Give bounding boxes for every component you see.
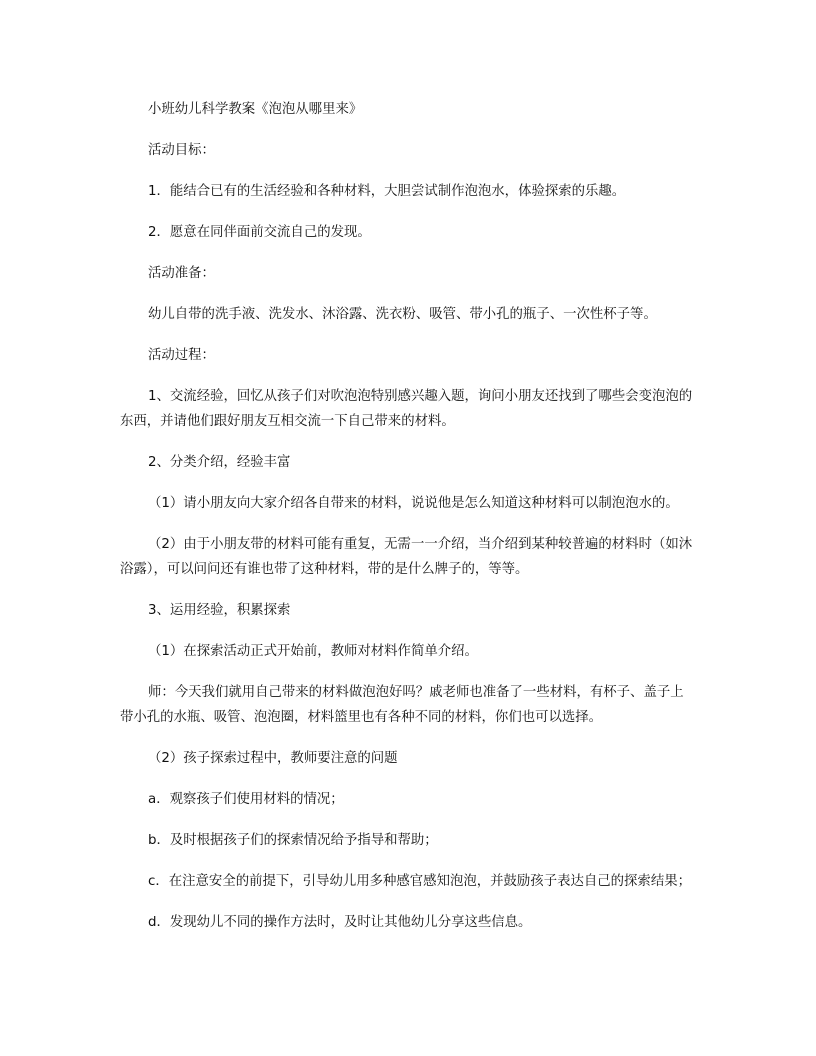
- process-step-1: 1、交流经验，回忆从孩子们对吹泡泡特别感兴趣入题，询问小朋友还找到了哪些会变泡泡的东西，并请他们跟好朋友互相交流一下自己带来的材料。: [120, 389, 693, 429]
- note-item-c: c．在注意安全的前提下，引导幼儿用多种感官感知泡泡，并鼓励孩子表达自己的探索结果；: [148, 874, 691, 889]
- note-item-d: d．发现幼儿不同的操作方法时，及时让其他幼儿分享这些信息。: [148, 915, 532, 930]
- note-item-b: b．及时根据孩子们的探索情况给予指导和帮助；: [148, 833, 438, 848]
- section-heading-goals: 活动目标：: [148, 143, 215, 158]
- process-step-2-item-2: （2）由于小朋友带的材料可能有重复，无需一一介绍，当介绍到某种较普遍的材料时（如沐浴露），可以问问还有谁也带了这种材料，带的是什么牌子的，等等。: [120, 537, 693, 577]
- teacher-speech: 师：今天我们就用自己带来的材料做泡泡好吗？戚老师也准备了一些材料，有杯子、盖子上带小孔的水瓶、吸管、泡泡圈，材料篮里也有各种不同的材料，你们也可以选择。: [120, 685, 684, 725]
- preparation-text: 幼儿自带的洗手液、洗发水、沐浴露、洗衣粉、吸管、带小孔的瓶子、一次性杯子等。: [148, 307, 657, 322]
- process-step-3-item-1: （1）在探索活动正式开始前，教师对材料作简单介绍。: [148, 644, 478, 659]
- note-item-a: a．观察孩子们使用材料的情况；: [148, 792, 344, 807]
- section-heading-process: 活动过程：: [148, 348, 215, 363]
- document-body: [120, 97, 696, 935]
- process-step-3-heading: 3、运用经验，积累探索: [148, 603, 291, 618]
- goal-item-1: 1．能结合已有的生活经验和各种材料，大胆尝试制作泡泡水，体验探索的乐趣。: [148, 184, 626, 199]
- section-heading-preparation: 活动准备：: [148, 266, 215, 281]
- document-title: 小班幼儿科学教案《泡泡从哪里来》: [148, 102, 363, 117]
- process-step-3-item-2: （2）孩子探索过程中，教师要注意的问题: [148, 751, 398, 766]
- process-step-2-item-1: （1）请小朋友向大家介绍各自带来的材料，说说他是怎么知道这种材料可以制泡泡水的。: [148, 496, 679, 511]
- process-step-2-heading: 2、分类介绍，经验丰富: [148, 455, 291, 470]
- goal-item-2: 2．愿意在同伴面前交流自己的发现。: [148, 225, 371, 240]
